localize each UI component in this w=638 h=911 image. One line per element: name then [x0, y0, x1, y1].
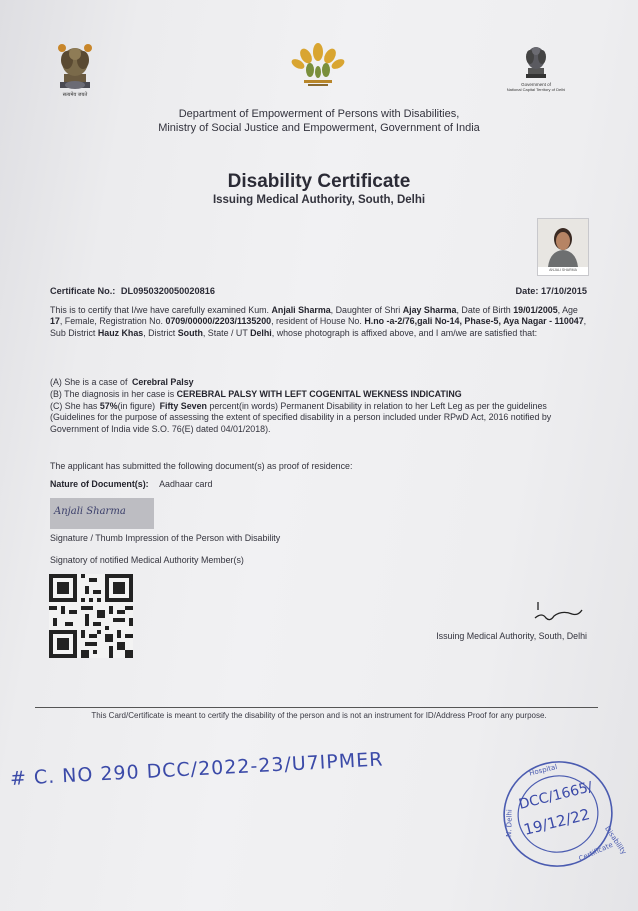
documents-intro: The applicant has submitted the following document(s) as proof of residence:: [50, 461, 353, 471]
svg-text:N. Delhi: N. Delhi: [505, 809, 514, 838]
footer-divider: [35, 707, 598, 708]
body-text: , Age: [557, 305, 578, 315]
body-text: , Daughter of Shri: [330, 305, 401, 315]
svg-text:Certificate: Certificate: [577, 840, 615, 863]
body-text: , District: [143, 327, 176, 338]
page-subtitle: Issuing Medical Authority, South, Delhi: [212, 194, 426, 206]
footer-disclaimer: This Card/Certificate is meant to certify the disability of the person and is not an instrument for ID/Address Proof for any purpose.: [91, 711, 547, 720]
emblem-caption: सत्यमेव जयते: [62, 92, 88, 98]
sub-district: Hauz Khas: [97, 327, 144, 338]
emblem-caption-nct: National Capital Territory of Delhi: [506, 87, 566, 92]
qr-code: [49, 574, 133, 658]
certificate-no-label: Certificate No.:: [50, 286, 116, 296]
svg-text:Hospital: Hospital: [528, 762, 559, 778]
signature-box: [50, 498, 154, 529]
house-address: H.no -a-2/76,gali No-14, Phase-5, Aya Nagar - 110047: [364, 316, 584, 327]
finding-label: (B): [50, 389, 62, 399]
finding-text: She is a case of: [64, 377, 128, 387]
handwritten-signature: Anjali Sharma: [54, 506, 126, 517]
photo-caption: ANJALI SHARMA: [549, 268, 577, 272]
finding-a: [50, 377, 590, 388]
svg-text:Disability: Disability: [603, 824, 628, 857]
finding-b: [50, 389, 590, 400]
stamp-date: 19/12/22: [521, 805, 592, 839]
emblem-caption-govt: Government of: [521, 82, 551, 87]
condition-name: Cerebral Palsy: [131, 377, 194, 387]
national-emblem-left: [50, 40, 100, 102]
applicant-name: Anjali Sharma: [271, 305, 331, 315]
certification-paragraph: [50, 305, 590, 339]
registration-no: 0709/00000/2203/1135200: [165, 316, 272, 327]
date-of-birth: 19/01/2005: [513, 305, 558, 315]
finding-label: (C): [50, 401, 63, 411]
body-text: , Date of Birth: [456, 305, 511, 315]
body-text: , State / UT: [202, 327, 248, 338]
issuing-authority: Issuing Medical Authority, South, Delhi: [436, 631, 587, 641]
certificate-no: DL0950320050020816: [120, 286, 215, 296]
authority-signature-mark: [532, 600, 584, 626]
dept-line-2: Ministry of Social Justice and Empowerment, Government of India: [158, 122, 480, 134]
body-text: , resident of House No.: [271, 316, 362, 327]
finding-text: She has: [64, 401, 98, 411]
nature-value: Aadhaar card: [159, 479, 213, 489]
national-emblem-right: [508, 42, 564, 104]
diagnosis: CEREBRAL PALSY WITH LEFT COGENITAL WEKNESS INDICATING: [176, 389, 462, 399]
finding-c: [50, 401, 590, 435]
body-text: This is to certify that I/we have carefully examined Kum.: [50, 305, 270, 315]
hospital-stamp: [498, 755, 628, 873]
father-name: Ajay Sharma: [402, 305, 457, 315]
page-title: Disability Certificate: [227, 171, 411, 192]
finding-text: percent(in words) Permanent Disability in relation to her Left Leg as per the guidelines (Guidelines for the purpose of assessing the extent of specified disability in a person included under RPwD Act, 2016 notified by Government of India vide S.O. 76(E) dated 04/01/2018).: [50, 401, 552, 434]
disability-percent: 57%: [99, 401, 118, 411]
body-text: , Female, Registration No.: [59, 316, 163, 327]
district: South: [177, 327, 203, 338]
signatory-caption: Signatory of notified Medical Authority Member(s): [50, 555, 244, 565]
certificate-date: [515, 286, 587, 296]
handwritten-reference-note: # C. NO 290 DCC/2022-23/U7IPMER: [9, 748, 384, 790]
finding-text: The diagnosis in her case is: [64, 389, 175, 399]
date-value: 17/10/2015: [541, 286, 587, 296]
certificate-meta-row: [50, 286, 587, 296]
age: 17: [50, 316, 60, 327]
finding-text: (in figure): [117, 401, 156, 411]
date-label: Date:: [515, 286, 539, 296]
body-text: , Sub District: [50, 316, 587, 338]
finding-label: (A): [50, 377, 62, 387]
department-logo: [290, 42, 346, 90]
signature-caption: Signature / Thumb Impression of the Person with Disability: [50, 533, 281, 543]
documents-row: [50, 479, 590, 490]
disability-percent-words: Fifty Seven: [159, 401, 207, 411]
applicant-photo: [537, 218, 589, 276]
state: Delhi: [250, 327, 272, 338]
body-text: , whose photograph is affixed above, and I am/we are satisfied that:: [271, 327, 538, 338]
dept-line-1: Department of Empowerment of Persons with Disabilities,: [178, 108, 460, 120]
nature-label: Nature of Document(s):: [50, 479, 149, 489]
stamp-number: DCC/1665/: [517, 779, 595, 813]
